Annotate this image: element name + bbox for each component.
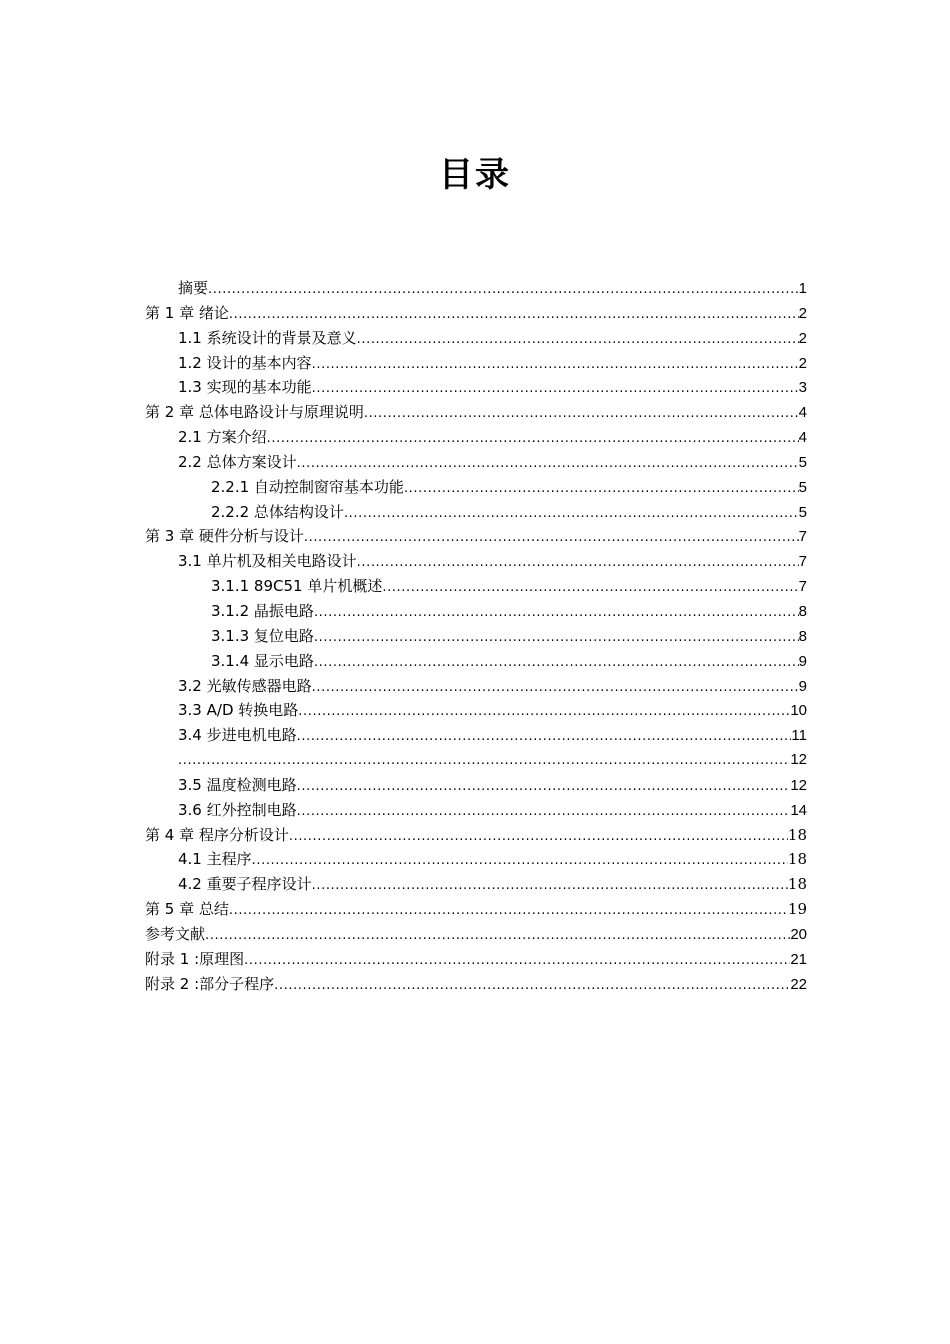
toc-entry-page: 4: [798, 404, 807, 422]
toc-entry[interactable]: [145, 425, 807, 450]
toc-entry-label: 3.6 红外控制电路: [178, 800, 297, 819]
toc-leader-dots: [314, 601, 799, 626]
toc-entry[interactable]: [145, 897, 807, 922]
toc-entry-label: 3.1.2 晶振电路: [211, 601, 314, 620]
toc-entry-label: 3.5 温度检测电路: [178, 775, 297, 794]
toc-entry[interactable]: [145, 773, 807, 798]
page-title: 目录: [439, 155, 511, 195]
toc-entry-page: 3: [798, 379, 807, 397]
toc-entry-page: 7: [798, 553, 807, 571]
toc-entry-label: 摘要: [178, 279, 209, 297]
toc-entry[interactable]: [145, 375, 807, 400]
toc-entry[interactable]: [145, 798, 807, 823]
toc-entry-page: 14: [790, 801, 807, 819]
toc-entry[interactable]: [145, 549, 807, 574]
toc-entry-page: 10: [790, 702, 807, 720]
toc-leader-dots: [297, 725, 792, 750]
toc-entry-label: 1.2 设计的基本内容: [178, 353, 312, 372]
toc-entry-label: 附录 2 :部分子程序: [145, 974, 275, 993]
toc-leader-dots: [312, 676, 799, 701]
toc-entry-page: 2: [798, 354, 807, 372]
toc-entry-page: 11: [791, 727, 807, 745]
toc-entry-label: 4.2 重要子程序设计: [178, 875, 312, 894]
toc-entry[interactable]: [145, 301, 807, 326]
toc-entry[interactable]: [145, 649, 807, 674]
toc-entry-label: 1.1 系统设计的背景及意义: [178, 328, 357, 347]
toc-entry[interactable]: [145, 674, 807, 699]
toc-leader-dots: [344, 502, 799, 527]
toc-entry[interactable]: [145, 475, 807, 500]
toc-leader-dots: [244, 949, 790, 974]
toc-entry-page: 20: [790, 925, 807, 943]
toc-entry[interactable]: [145, 450, 807, 475]
toc-leader-dots: [297, 452, 799, 477]
toc-leader-dots: [289, 825, 788, 850]
toc-entry[interactable]: [145, 500, 807, 525]
toc-entry[interactable]: [145, 624, 807, 649]
toc-entry-label: 3.1.1 89C51 单片机概述: [211, 577, 383, 596]
table-of-contents: [145, 276, 807, 996]
toc-leader-dots: [304, 526, 799, 551]
toc-entry-page: 8: [798, 602, 807, 620]
toc-leader-dots: [267, 427, 799, 452]
toc-leader-dots: [382, 576, 798, 601]
toc-leader-dots: [252, 849, 788, 874]
toc-entry[interactable]: [145, 698, 807, 723]
toc-entry[interactable]: [145, 524, 807, 549]
toc-leader-dots: [229, 303, 799, 328]
toc-entry[interactable]: [145, 823, 807, 848]
toc-leader-dots: [357, 328, 799, 353]
toc-entry-label: 3.3 A/D 转换电路: [178, 701, 299, 720]
toc-entry-label: 参考文献: [145, 924, 206, 943]
toc-entry-page: 7: [798, 528, 807, 546]
toc-entry-page: 18: [787, 875, 807, 894]
toc-entry-page: 4: [798, 429, 807, 447]
toc-entry-label: 2.1 方案介绍: [178, 428, 267, 447]
toc-entry-label: 第 5 章 总结: [145, 900, 229, 919]
toc-entry[interactable]: [145, 947, 807, 972]
toc-leader-dots: [208, 278, 799, 303]
toc-leader-dots: [297, 800, 791, 825]
toc-entry[interactable]: [145, 351, 807, 376]
toc-leader-dots: [364, 402, 799, 427]
toc-entry-label: 第 4 章 程序分析设计: [145, 825, 289, 844]
toc-entry-page: 5: [798, 503, 807, 521]
toc-entry[interactable]: [145, 972, 807, 997]
toc-entry-label: 2.2.1 自动控制窗帘基本功能: [211, 477, 404, 496]
toc-entry-page: 2: [798, 329, 807, 347]
toc-entry[interactable]: [145, 276, 807, 301]
toc-leader-dots: [205, 924, 790, 949]
toc-entry-label: 2.2 总体方案设计: [178, 452, 297, 471]
toc-leader-dots: [314, 626, 799, 651]
toc-entry-label: 3.2 光敏传感器电路: [178, 676, 312, 695]
toc-entry-page: 12: [790, 776, 807, 794]
toc-entry-label: 3.1 单片机及相关电路设计: [178, 552, 357, 571]
toc-entry-page: 9: [798, 652, 807, 670]
toc-entry-label: 3.1.3 复位电路: [211, 626, 314, 645]
toc-entry-page: 8: [798, 627, 807, 645]
toc-entry-page: 1: [798, 280, 807, 297]
toc-leader-dots: [357, 551, 799, 576]
toc-entry-page: 12: [790, 751, 807, 769]
toc-entry-page: 2: [798, 304, 807, 322]
toc-entry[interactable]: [145, 599, 807, 624]
toc-leader-dots: [297, 775, 791, 800]
toc-entry[interactable]: [145, 748, 807, 773]
toc-entry[interactable]: [145, 326, 807, 351]
toc-leader-dots: [229, 899, 788, 924]
toc-entry[interactable]: [145, 723, 807, 748]
toc-entry-page: 22: [790, 975, 807, 993]
toc-leader-dots: [178, 749, 790, 774]
toc-entry-label: 附录 1 :原理图: [145, 949, 245, 968]
toc-entry[interactable]: [145, 922, 807, 947]
toc-leader-dots: [274, 974, 790, 999]
toc-entry-page: 5: [798, 453, 807, 471]
toc-entry-label: 4.1 主程序: [178, 850, 252, 869]
toc-leader-dots: [312, 377, 799, 402]
toc-entry-page: 7: [798, 578, 807, 596]
toc-entry-page: 9: [798, 677, 807, 695]
toc-entry[interactable]: [145, 872, 807, 897]
toc-entry-label: 3.1.4 显示电路: [211, 651, 314, 670]
toc-leader-dots: [404, 477, 799, 502]
toc-leader-dots: [314, 651, 799, 676]
toc-entry-label: 1.3 实现的基本功能: [178, 378, 312, 397]
toc-leader-dots: [312, 353, 799, 378]
toc-entry[interactable]: [145, 847, 807, 872]
toc-entry[interactable]: [145, 400, 807, 425]
toc-entry-label: 2.2.2 总体结构设计: [211, 502, 344, 521]
toc-entry-label: 第 1 章 绪论: [145, 303, 229, 322]
toc-leader-dots: [312, 874, 788, 899]
toc-entry-page: 19: [787, 900, 807, 919]
toc-entry[interactable]: [145, 574, 807, 599]
toc-entry-label: 第 2 章 总体电路设计与原理说明: [145, 403, 364, 422]
toc-leader-dots: [298, 700, 790, 725]
toc-entry-label: 3.4 步进电机电路: [178, 726, 297, 745]
toc-entry-page: 21: [790, 950, 807, 968]
toc-entry-page: 18: [787, 825, 807, 844]
toc-entry-page: 18: [787, 850, 807, 869]
toc-entry-page: 5: [798, 478, 807, 496]
toc-entry-label: 第 3 章 硬件分析与设计: [145, 527, 304, 546]
